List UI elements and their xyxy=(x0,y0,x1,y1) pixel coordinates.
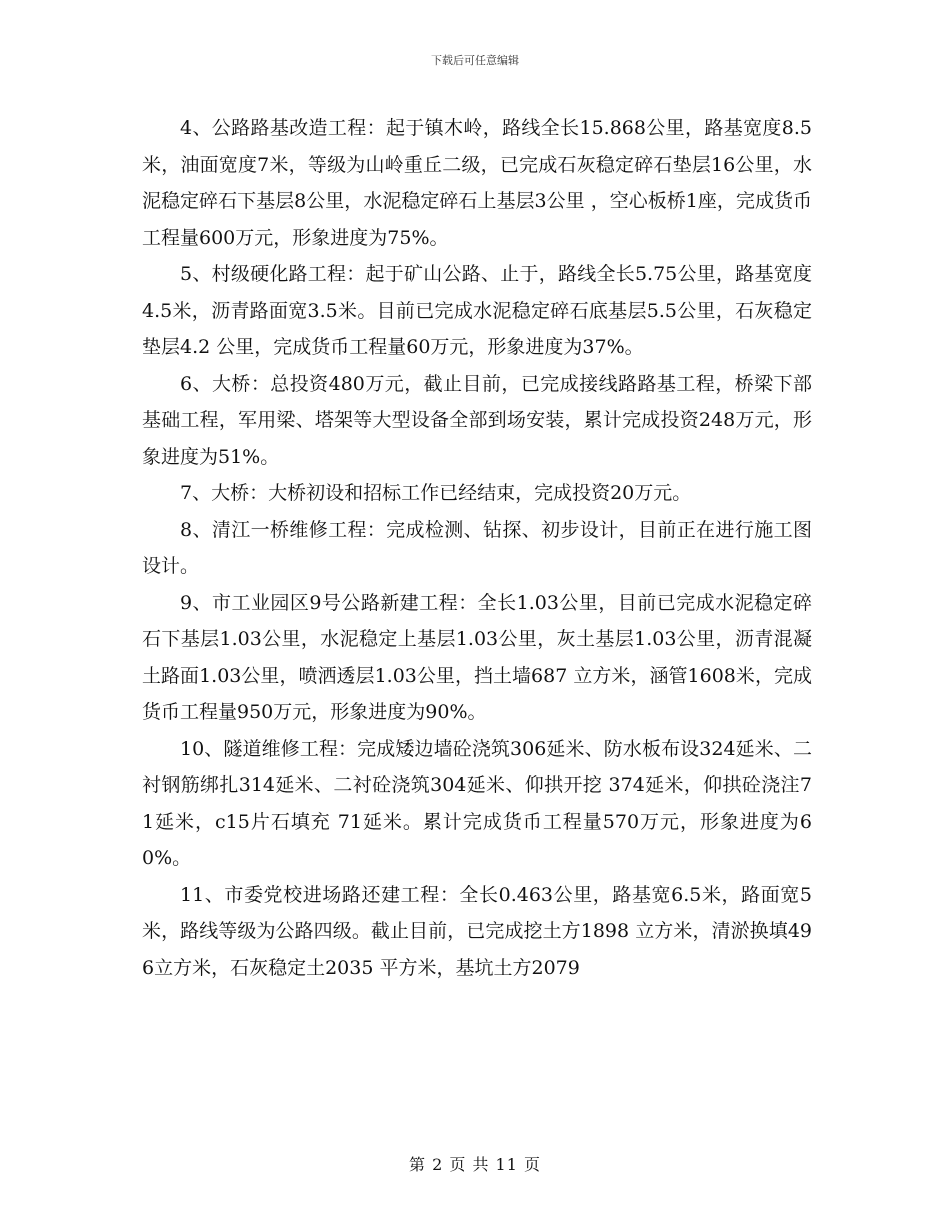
page-number-footer: 第 2 页 共 11 页 xyxy=(409,1155,541,1174)
paragraph-item-11: 11、市委党校进场路还建工程：全长0.463公里，路基宽6.5米，路面宽5米，路线等级为公路四级。截止目前，已完成挖土方1898 立方米，清淤换填496立方米，石灰稳定土2035 平方米，基坑土方2079 xyxy=(142,883,812,979)
paragraph-item-7: 7、大桥：大桥初设和招标工作已经结束，完成投资20万元。 xyxy=(180,482,692,504)
paragraph-item-10: 10、隧道维修工程：完成矮边墙砼浇筑306延米、防水板布设324延米、二衬钢筋绑扎314延米、二衬砼浇筑304延米、仰拱开挖 374延米，仰拱砼浇注71延米，c15片石填充 71延米。累计完成货币工程量570万元，形象进度为60%。 xyxy=(142,737,812,869)
paragraph-item-9: 9、市工业园区9号公路新建工程：全长1.03公里，目前已完成水泥稳定碎石下基层1.03公里，水泥稳定上基层1.03公里，灰土基层1.03公里，沥青混凝土路面1.03公里，喷洒透层1.03公里，挡土墙687 立方米，涵管1608米，完成货币工程量950万元，形象进度为90%。 xyxy=(142,591,812,723)
page-header-note: 下载后可任意编辑 xyxy=(431,54,519,67)
paragraph-item-6: 6、大桥：总投资480万元，截止目前，已完成接线路路基工程，桥梁下部基础工程，军用梁、塔架等大型设备全部到场安装，累计完成投资248万元，形象进度为51%。 xyxy=(142,372,812,468)
paragraph-item-8: 8、清江一桥维修工程：完成检测、钻探、初步设计，目前正在进行施工图设计。 xyxy=(142,518,812,577)
paragraph-item-4: 4、公路路基改造工程：起于镇木岭，路线全长15.868公里，路基宽度8.5米，油面宽度7米，等级为山岭重丘二级，已完成石灰稳定碎石垫层16公里，水泥稳定碎石下基层8公里，水泥稳定碎石上基层3公里 ，空心板桥1座，完成货币工程量600万元，形象进度为75%。 xyxy=(142,117,812,249)
paragraph-item-5: 5、村级硬化路工程：起于矿山公路、止于，路线全长5.75公里，路基宽度4.5米，沥青路面宽3.5米。目前已完成水泥稳定碎石底基层5.5公里，石灰稳定垫层4.2 公里，完成货币工程量60万元，形象进度为37%。 xyxy=(142,263,812,358)
document-body xyxy=(142,110,812,986)
